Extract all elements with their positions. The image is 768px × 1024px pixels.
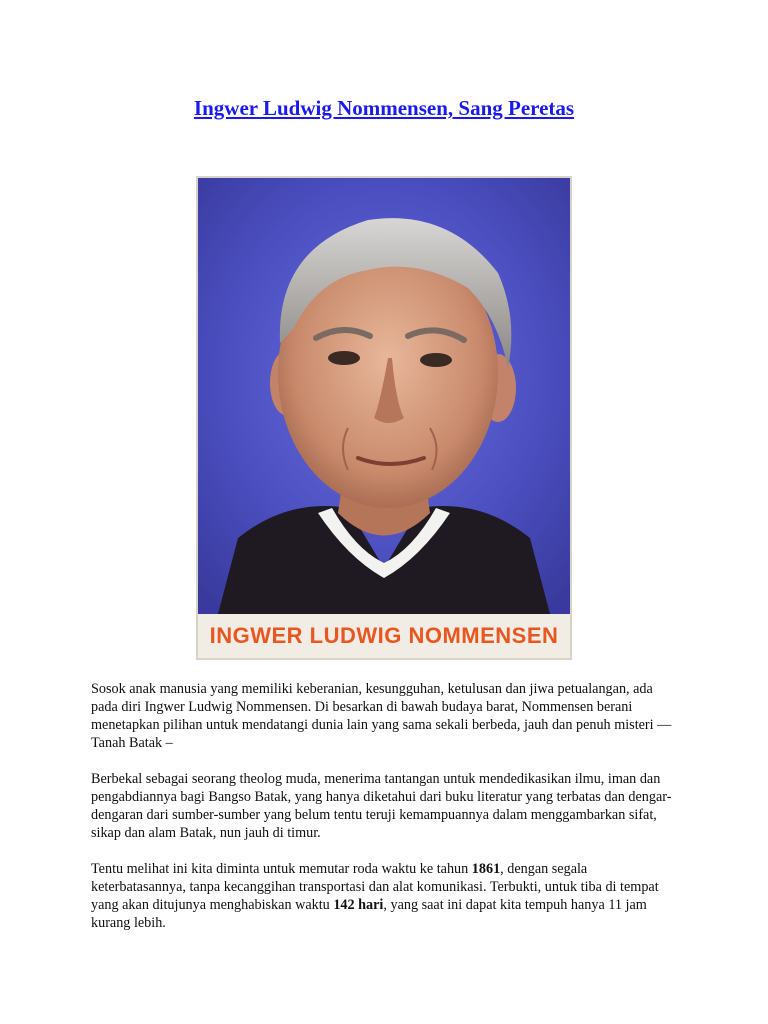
paragraph-3-text-b: , dengan segala keterbatasannya, tanpa kecanggihan transportasi dan alat komunikasi. Terbukti, untuk tiba di tempat yang akan ditujunya menghabiskan waktu <box>91 861 659 913</box>
paragraph-2: Berbekal sebagai seorang theolog muda, menerima tantangan untuk mendedikasikan ilmu, iman dan pengabdiannya bagi Bangso Batak, yang hanya diketahui dari buku literatur yang terbatas dan dengar-dengaran dari sumber-sumber yang belum tentu teruji kemampuannya dalam menggambarkan sifat, sikap dan alam Batak, nun jauh di timur. <box>91 771 672 841</box>
image-caption: INGWER LUDWIG NOMMENSEN <box>209 623 559 648</box>
portrait-illustration <box>198 178 570 614</box>
image-caption-band <box>198 614 570 658</box>
page-title-link[interactable]: Ingwer Ludwig Nommensen, Sang Peretas <box>193 96 575 120</box>
paragraph-1: Sosok anak manusia yang memiliki keberanian, kesungguhan, ketulusan dan jiwa petualangan, ada pada diri Ingwer Ludwig Nommensen. Di besarkan di bawah budaya barat, Nommensen berani menetapkan pilihan untuk mendatangi dunia lain yang sama sekali berbeda, jauh dan penuh misteri — Tanah Batak – <box>91 681 672 751</box>
paragraph-3 <box>91 860 681 932</box>
year-highlight: 1861 <box>471 861 501 877</box>
paragraph-3-text-c: , yang saat ini dapat kita tempuh hanya 11 jam kurang lebih. <box>91 897 647 931</box>
paragraph-3-text-a: Tentu melihat ini kita diminta untuk memutar roda waktu ke tahun <box>91 861 472 877</box>
portrait-image <box>196 176 572 660</box>
duration-highlight: 142 hari <box>333 897 384 913</box>
article-body <box>91 680 681 950</box>
